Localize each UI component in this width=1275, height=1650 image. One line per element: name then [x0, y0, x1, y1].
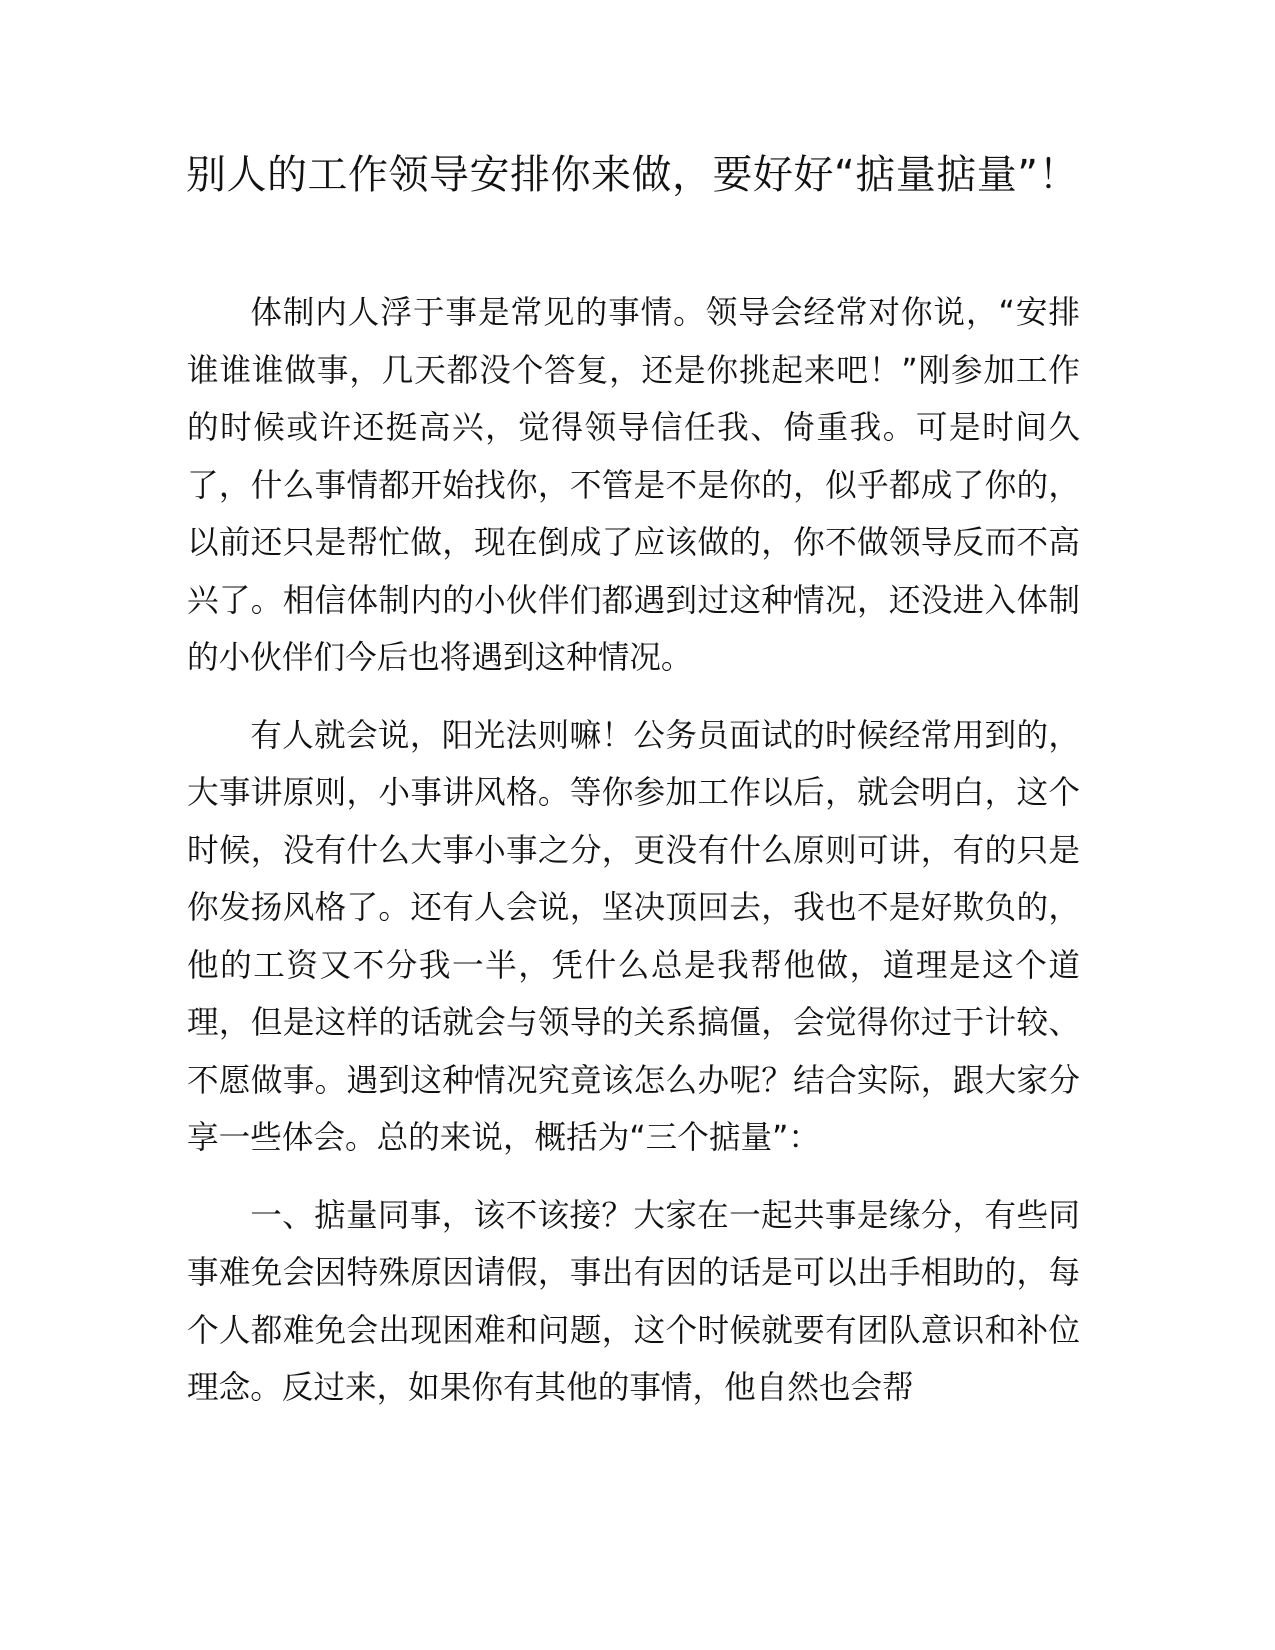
- paragraph-2: 有人就会说，阳光法则嘛！公务员面试的时候经常用到的，大事讲原则，小事讲风格。等你参加工作以后，就会明白，这个时候，没有什么大事小事之分，更没有什么原则可讲，有的只是你发扬风格了。还有人会说，坚决顶回去，我也不是好欺负的，他的工资又不分我一半，凭什么总是我帮他做，道理是这个道理，但是这样的话就会与领导的关系搞僵，会觉得你过于计较、不愿做事。遇到这种情况究竟该怎么办呢？结合实际，跟大家分享一些体会。总的来说，概括为“三个掂量”：: [187, 717, 1080, 1156]
- document-title: 别人的工作领导安排你来做，要好好“掂量掂量”！: [186, 152, 1079, 198]
- paragraph-1: 体制内人浮于事是常见的事情。领导会经常对你说，“安排谁谁谁做事，几天都没个答复，还是你挑起来吧！”刚参加工作的时候或许还挺高兴，觉得领导信任我、倚重我。可是时间久了，什么事情都开始找你，不管是不是你的，似乎都成了你的，以前还只是帮忙做，现在倒成了应该做的，你不做领导反而不高兴了。相信体制内的小伙伴们都遇到过这种情况，还没进入体制的小伙伴们今后也将遇到这种情况。: [187, 295, 1080, 676]
- document-body: [187, 285, 1080, 1465]
- paragraph-3: 一、掂量同事，该不该接？大家在一起共事是缘分，有些同事难免会因特殊原因请假，事出有因的话是可以出手相助的，每个人都难免会出现困难和问题，这个时候就要有团队意识和补位理念。反过来，如果你有其他的事情，他自然也会帮: [187, 1197, 1080, 1406]
